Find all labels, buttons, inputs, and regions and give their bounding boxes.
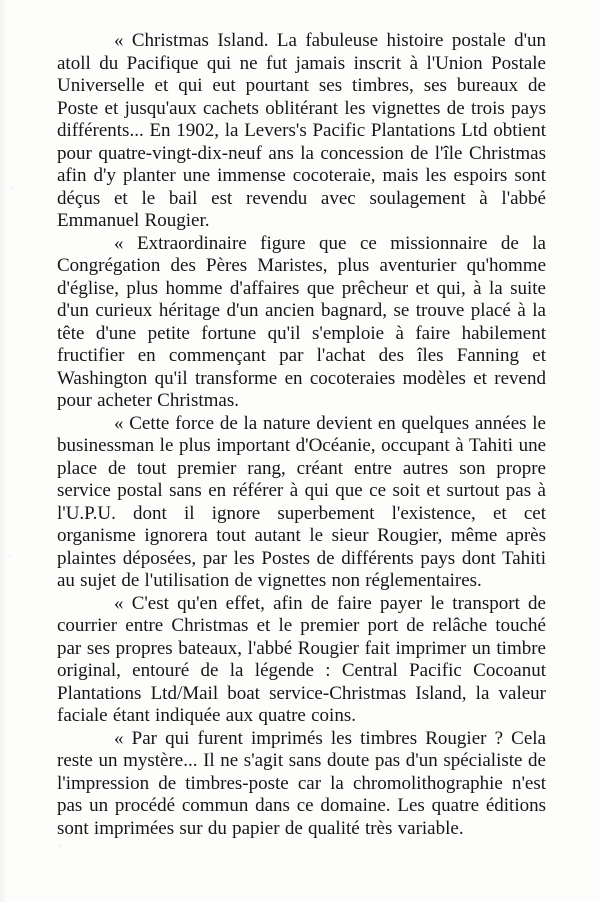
paragraph-imprimeurs-mystere: « Par qui furent imprimés les timbres Rougier ? Cela reste un mystère... Il ne s'agit sans doute pas d'un spécialiste de l'impression de timbres-poste car la chromolithographie n'est pas un procédé commun dans ce domaine. Les quatre éditions sont imprimées sur du papier de qualité très variable.: [57, 727, 546, 839]
paragraph-christmas-island-intro: « Christmas Island. La fabuleuse histoire postale d'un atoll du Pacifique qui ne fut jamais inscrit à l'Union Postale Universelle et qui eut pourtant ses timbres, ses bureaux de Poste et jusqu'aux cachets oblitérant les vignettes de trois pays différents... En 1902, la Levers's Pacific Plantations Ltd obtient pour quatre-vingt-dix-neuf ans la concession de l'île Christmas afin d'y planter une immense cocoteraie, mais les espoirs sont déçus et le bail est revendu avec soulagement à l'abbé Emmanuel Rougier.: [57, 30, 546, 231]
text-block: [57, 30, 546, 840]
paragraph-timbre-original: « C'est qu'en effet, afin de faire payer le transport de courrier entre Christmas et le premier port de relâche touché par ses propres bateaux, l'abbé Rougier fait imprimer un timbre original, entouré de la légende : Central Pacific Cocoanut Plantations Ltd/Mail boat service-Christmas Island, la valeur faciale étant indiquée aux quatre coins.: [57, 592, 546, 726]
paragraph-businessman-oceanie: « Cette force de la nature devient en quelques années le businessman le plus important d'Océanie, occupant à Tahiti une place de tout premier rang, créant entre autres son propre service postal sans en référer à qui que ce soit et surtout pas à l'U.P.U. dont il ignore superbement l'existence, et cet organisme ignorera tout autant le sieur Rougier, même après plaintes déposées, par les Postes de différents pays dont Tahiti au sujet de l'utilisation de vignettes non réglementaires.: [57, 412, 546, 591]
paragraph-rougier-figure: « Extraordinaire figure que ce missionnaire de la Congrégation des Pères Maristes, plus aventurier qu'homme d'église, plus homme d'affaires que prêcheur et qui, à la suite d'un curieux héritage d'un ancien bagnard, se trouve placé à la tête d'une petite fortune qu'il s'emploie à faire habilement fructifier en commençant par l'achat des îles Fanning et Washington qu'il transforme en cocoteraies modèles et revend pour acheter Christmas.: [57, 232, 546, 411]
